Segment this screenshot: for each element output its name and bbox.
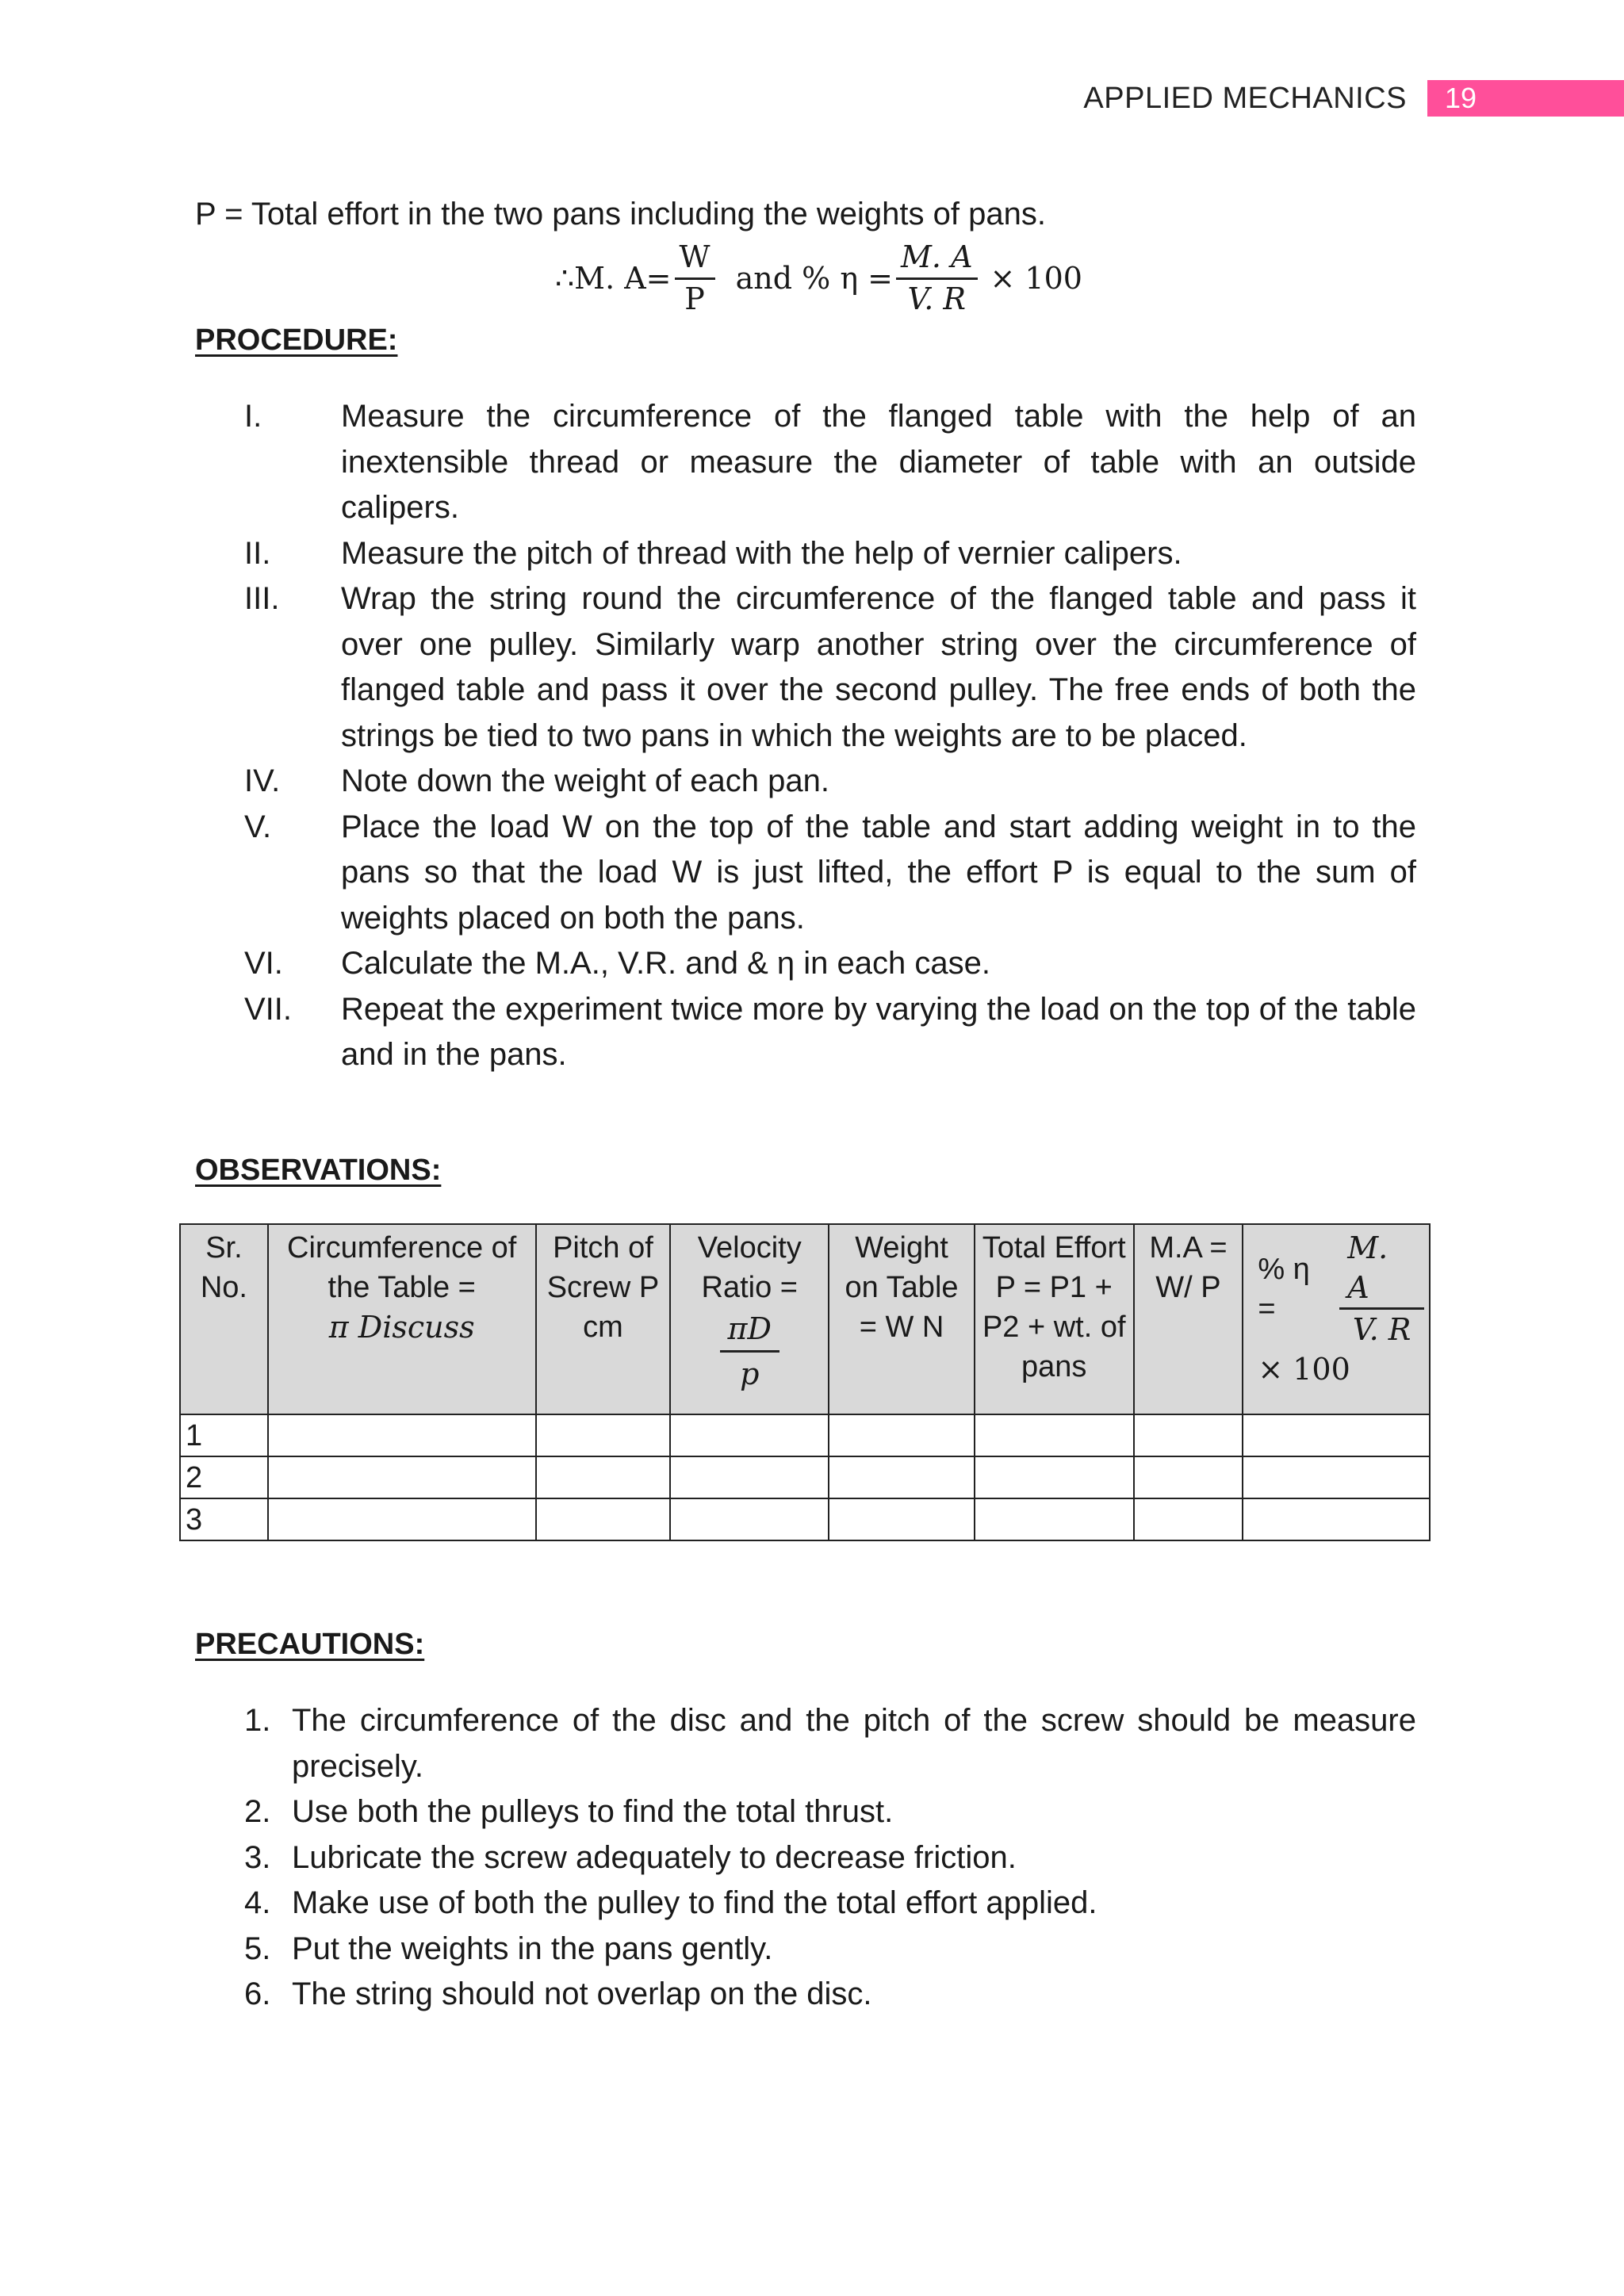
table-header-row [180, 1224, 1430, 1414]
procedure-step [195, 987, 1416, 1078]
formula-suffix: × 100 [990, 261, 1082, 296]
empty-cell [268, 1414, 536, 1456]
empty-cell [1243, 1498, 1430, 1540]
precautions-list [195, 1698, 1416, 2018]
procedure-heading: PROCEDURE: [195, 323, 398, 357]
empty-cell [829, 1498, 975, 1540]
page-number-badge: 19 [1427, 80, 1624, 117]
efficiency-fraction [896, 241, 978, 316]
precaution-item [195, 1789, 1416, 1835]
procedure-step [195, 805, 1416, 942]
precaution-item [195, 1972, 1416, 2018]
table-row [180, 1498, 1430, 1540]
step-text: Calculate the M.A., V.R. and & η in each case. [341, 946, 990, 981]
precautions-heading: PRECAUTIONS: [195, 1628, 425, 1661]
precaution-text: The circumference of the disc and the pitch of the screw should be measure precisely. [292, 1703, 1416, 1784]
precaution-marker: 2. [244, 1794, 271, 1829]
formula-middle: and % η = [735, 261, 893, 296]
precaution-item [195, 1927, 1416, 1973]
empty-cell [1243, 1414, 1430, 1456]
col-total-effort: Total Effort P = P1 + P2 + wt. of pans [975, 1224, 1134, 1414]
ma-denominator: P [684, 281, 705, 316]
efficiency-denominator: V. R [907, 281, 967, 316]
col-circumference: Circumference of the Table = π Discuss [268, 1224, 536, 1414]
precaution-marker: 6. [244, 1976, 271, 2011]
procedure-step [195, 394, 1416, 531]
ma-efficiency-formula [555, 235, 1082, 322]
col-weight: Weight on Table = W N [829, 1224, 975, 1414]
row-number-cell: 3 [180, 1498, 268, 1540]
empty-cell [1134, 1498, 1243, 1540]
precaution-item [195, 1698, 1416, 1789]
procedure-step [195, 759, 1416, 805]
row-number-cell: 1 [180, 1414, 268, 1456]
step-text: Measure the pitch of thread with the help of vernier calipers. [341, 535, 1182, 571]
empty-cell [670, 1414, 829, 1456]
step-marker: VII. [244, 991, 293, 1027]
step-text: Measure the circumference of the flanged table with the help of an inextensible thread or measure the diameter of table with an outside calipers. [341, 399, 1416, 525]
empty-cell [975, 1414, 1134, 1456]
empty-cell [1134, 1456, 1243, 1498]
precaution-marker: 3. [244, 1839, 271, 1875]
empty-cell [268, 1498, 536, 1540]
precaution-item [195, 1835, 1416, 1881]
step-marker: V. [244, 809, 272, 844]
precaution-text: Put the weights in the pans gently. [292, 1931, 773, 1966]
col-ma: M.A = W/ P [1134, 1224, 1243, 1414]
step-marker: IV. [244, 763, 281, 798]
step-marker: III. [244, 581, 280, 616]
precaution-marker: 4. [244, 1885, 271, 1920]
page-header [1083, 79, 1624, 117]
step-text: Note down the weight of each pan. [341, 763, 829, 798]
empty-cell [829, 1456, 975, 1498]
procedure-list [195, 394, 1416, 1078]
step-text: Place the load W on the top of the table and start adding weight in to the pans so that the load W is just lifted, the effort P is equal to the sum of weights placed on both the pans. [341, 809, 1416, 936]
empty-cell [536, 1456, 671, 1498]
step-marker: II. [244, 535, 271, 571]
precaution-text: Lubricate the screw adequately to decrease friction. [292, 1839, 1017, 1875]
table-row [180, 1414, 1430, 1456]
empty-cell [975, 1498, 1134, 1540]
empty-cell [829, 1414, 975, 1456]
empty-cell [670, 1456, 829, 1498]
empty-cell [268, 1456, 536, 1498]
row-number-cell: 2 [180, 1456, 268, 1498]
formula-prefix: ∴M. A= [555, 261, 672, 296]
col-velocity-ratio: Velocity Ratio = $\frac{\pi D}{p}$ [670, 1224, 829, 1414]
empty-cell [536, 1498, 671, 1540]
ma-fraction [675, 241, 715, 316]
step-marker: VI. [244, 946, 283, 981]
ma-numerator: W [675, 241, 715, 280]
empty-cell [975, 1456, 1134, 1498]
procedure-step [195, 941, 1416, 987]
empty-cell [536, 1414, 671, 1456]
precaution-text: Use both the pulleys to find the total thrust. [292, 1794, 894, 1829]
circ-formula: π Discuss [328, 1310, 475, 1345]
col-sr-no: Sr. No. [180, 1224, 268, 1414]
efficiency-numerator: M. A [896, 241, 978, 280]
procedure-step [195, 531, 1416, 577]
header-title: APPLIED MECHANICS [1083, 81, 1407, 115]
procedure-step [195, 576, 1416, 759]
precaution-marker: 5. [244, 1931, 271, 1966]
step-text: Repeat the experiment twice more by varying the load on the top of the table and in the pans. [341, 991, 1416, 1072]
observations-heading: OBSERVATIONS: [195, 1154, 442, 1187]
p-definition: P = Total effort in the two pans including the weights of pans. [195, 197, 1046, 232]
table-row [180, 1456, 1430, 1498]
vr-fraction: $\frac{\pi D}{p}$ [720, 1307, 779, 1395]
observations-table [179, 1223, 1431, 1541]
empty-cell [670, 1498, 829, 1540]
eff-fraction: $\frac{M. A}{V. R}$ [1339, 1228, 1424, 1349]
precaution-item [195, 1881, 1416, 1927]
empty-cell [1243, 1456, 1430, 1498]
step-text: Wrap the string round the circumference of the flanged table and pass it over one pulley. Similarly warp another string over the circumference of flanged table and pass it over the second pulley. The free ends of both the strings be tied to two pans in which the weights are to be placed. [341, 581, 1416, 753]
precaution-text: The string should not overlap on the disc. [292, 1976, 872, 2011]
step-marker: I. [244, 399, 262, 434]
col-efficiency: % η = $\frac{M. A}{V. R}$ × 100 [1243, 1224, 1430, 1414]
precaution-marker: 1. [244, 1703, 271, 1738]
empty-cell [1134, 1414, 1243, 1456]
precaution-text: Make use of both the pulley to find the total effort applied. [292, 1885, 1097, 1920]
col-pitch: Pitch of Screw P cm [536, 1224, 671, 1414]
